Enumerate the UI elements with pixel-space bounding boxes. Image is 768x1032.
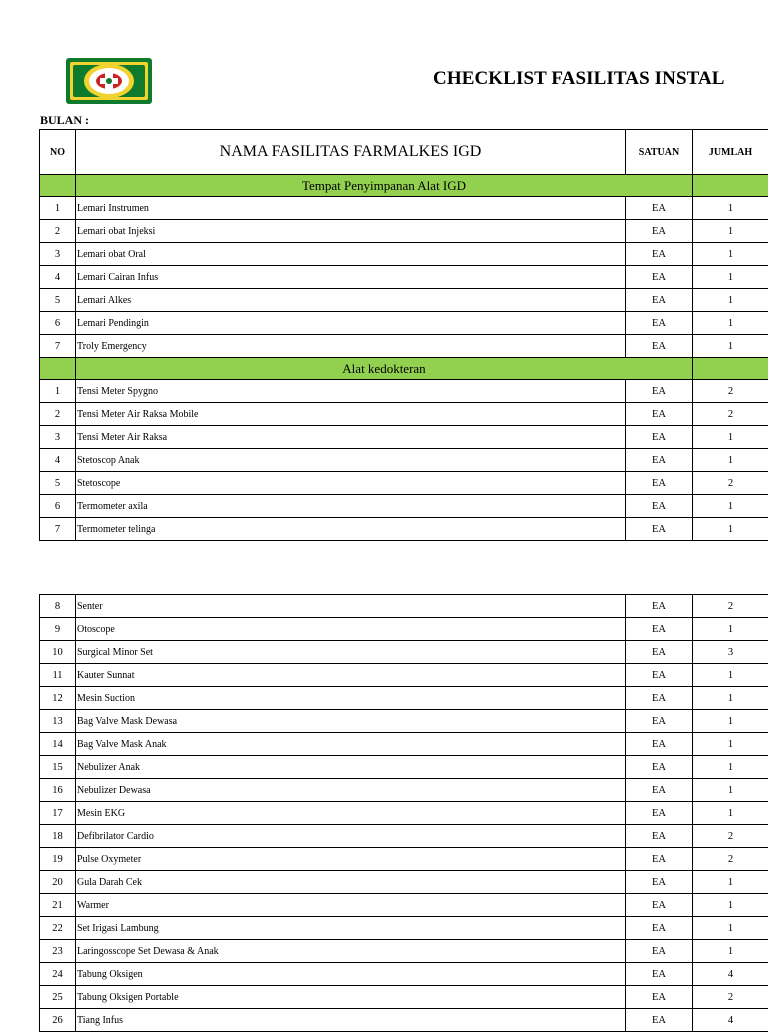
table-row (40, 986, 768, 1009)
row-number: 2 (40, 403, 76, 426)
row-unit: EA (626, 894, 693, 917)
row-unit: EA (626, 917, 693, 940)
row-item-name: Gula Darah Cek (76, 871, 626, 894)
table-row (40, 641, 768, 664)
table-row (40, 518, 768, 541)
row-item-name: Lemari obat Injeksi (76, 220, 626, 243)
table-row (40, 963, 768, 986)
row-unit: EA (626, 802, 693, 825)
row-quantity: 1 (693, 518, 768, 541)
row-unit: EA (626, 403, 693, 426)
table-row (40, 380, 768, 403)
row-item-name: Warmer (76, 894, 626, 917)
table-row (40, 687, 768, 710)
row-item-name: Stetoscop Anak (76, 449, 626, 472)
row-number: 1 (40, 380, 76, 403)
table-row (40, 871, 768, 894)
row-item-name: Otoscope (76, 618, 626, 641)
row-item-name: Kauter Sunnat (76, 664, 626, 687)
row-quantity: 2 (693, 986, 768, 1009)
row-number: 2 (40, 220, 76, 243)
row-unit: EA (626, 871, 693, 894)
row-number: 1 (40, 197, 76, 220)
section-header-row (40, 358, 768, 380)
row-unit: EA (626, 266, 693, 289)
row-item-name: Tabung Oksigen Portable (76, 986, 626, 1009)
row-item-name: Stetoscope (76, 472, 626, 495)
row-item-name: Tabung Oksigen (76, 963, 626, 986)
row-quantity: 2 (693, 403, 768, 426)
row-item-name: Tiang Infus (76, 1009, 626, 1032)
table-row (40, 825, 768, 848)
document-title: CHECKLIST FASILITAS INSTAL (433, 68, 725, 90)
table-row (40, 595, 768, 618)
row-unit: EA (626, 495, 693, 518)
table-row (40, 1009, 768, 1032)
table-row (40, 243, 768, 266)
row-item-name: Senter (76, 595, 626, 618)
row-number: 3 (40, 426, 76, 449)
row-number: 24 (40, 963, 76, 986)
table-row (40, 779, 768, 802)
section-spacer (40, 175, 76, 197)
row-unit: EA (626, 220, 693, 243)
row-quantity: 1 (693, 449, 768, 472)
hospital-emblem-icon (64, 56, 154, 106)
row-quantity: 2 (693, 380, 768, 403)
table-row (40, 618, 768, 641)
table-row (40, 917, 768, 940)
row-number: 4 (40, 266, 76, 289)
section-title: Tempat Penyimpanan Alat IGD (76, 175, 693, 197)
row-number: 12 (40, 687, 76, 710)
row-unit: EA (626, 312, 693, 335)
row-quantity: 1 (693, 917, 768, 940)
row-unit: EA (626, 641, 693, 664)
row-quantity: 1 (693, 312, 768, 335)
row-item-name: Mesin EKG (76, 802, 626, 825)
row-number: 20 (40, 871, 76, 894)
row-item-name: Lemari Pendingin (76, 312, 626, 335)
row-quantity: 1 (693, 289, 768, 312)
row-item-name: Lemari Instrumen (76, 197, 626, 220)
row-unit: EA (626, 618, 693, 641)
row-quantity: 1 (693, 756, 768, 779)
row-number: 3 (40, 243, 76, 266)
row-quantity: 2 (693, 595, 768, 618)
table-row (40, 940, 768, 963)
row-quantity: 1 (693, 664, 768, 687)
section-header-row (40, 175, 768, 197)
row-number: 5 (40, 289, 76, 312)
row-item-name: Bag Valve Mask Dewasa (76, 710, 626, 733)
row-item-name: Tensi Meter Spygno (76, 380, 626, 403)
table-row (40, 733, 768, 756)
row-number: 10 (40, 641, 76, 664)
row-number: 11 (40, 664, 76, 687)
row-item-name: Nebulizer Anak (76, 756, 626, 779)
row-number: 6 (40, 495, 76, 518)
table-row (40, 335, 768, 358)
table-row (40, 802, 768, 825)
row-unit: EA (626, 940, 693, 963)
row-quantity: 1 (693, 266, 768, 289)
month-label: BULAN : (40, 113, 89, 128)
row-unit: EA (626, 335, 693, 358)
table-row (40, 197, 768, 220)
row-number: 13 (40, 710, 76, 733)
table-row (40, 894, 768, 917)
row-quantity: 1 (693, 426, 768, 449)
row-unit: EA (626, 472, 693, 495)
row-item-name: Troly Emergency (76, 335, 626, 358)
row-unit: EA (626, 289, 693, 312)
row-quantity: 1 (693, 802, 768, 825)
row-number: 17 (40, 802, 76, 825)
row-unit: EA (626, 779, 693, 802)
table-row (40, 449, 768, 472)
row-number: 15 (40, 756, 76, 779)
column-header-name: NAMA FASILITAS FARMALKES IGD (76, 130, 626, 175)
table-header-row (40, 130, 768, 175)
row-item-name: Termometer axila (76, 495, 626, 518)
column-header-unit: SATUAN (626, 130, 693, 175)
row-number: 5 (40, 472, 76, 495)
table-row (40, 756, 768, 779)
row-item-name: Surgical Minor Set (76, 641, 626, 664)
section-spacer (40, 358, 76, 380)
row-unit: EA (626, 197, 693, 220)
row-quantity: 1 (693, 197, 768, 220)
row-quantity: 1 (693, 779, 768, 802)
row-quantity: 1 (693, 733, 768, 756)
column-header-no: NO (40, 130, 76, 175)
row-number: 22 (40, 917, 76, 940)
section-title: Alat kedokteran (76, 358, 693, 380)
row-item-name: Tensi Meter Air Raksa Mobile (76, 403, 626, 426)
row-quantity: 4 (693, 963, 768, 986)
row-item-name: Lemari Cairan Infus (76, 266, 626, 289)
row-number: 6 (40, 312, 76, 335)
row-quantity: 1 (693, 687, 768, 710)
table-row (40, 710, 768, 733)
row-unit: EA (626, 756, 693, 779)
section-spacer (693, 175, 768, 197)
row-number: 4 (40, 449, 76, 472)
row-number: 16 (40, 779, 76, 802)
row-quantity: 1 (693, 871, 768, 894)
row-quantity: 1 (693, 495, 768, 518)
row-item-name: Lemari obat Oral (76, 243, 626, 266)
row-item-name: Lemari Alkes (76, 289, 626, 312)
row-number: 7 (40, 518, 76, 541)
row-number: 18 (40, 825, 76, 848)
row-number: 8 (40, 595, 76, 618)
row-unit: EA (626, 848, 693, 871)
row-unit: EA (626, 687, 693, 710)
row-item-name: Bag Valve Mask Anak (76, 733, 626, 756)
row-quantity: 3 (693, 641, 768, 664)
hospital-logo (64, 56, 154, 106)
row-quantity: 4 (693, 1009, 768, 1032)
section-spacer (693, 358, 768, 380)
facility-table-page-2 (39, 594, 768, 1032)
row-quantity: 1 (693, 940, 768, 963)
row-quantity: 1 (693, 243, 768, 266)
table-row (40, 472, 768, 495)
row-number: 19 (40, 848, 76, 871)
row-item-name: Termometer telinga (76, 518, 626, 541)
row-unit: EA (626, 664, 693, 687)
row-quantity: 1 (693, 220, 768, 243)
row-unit: EA (626, 1009, 693, 1032)
column-header-qty: JUMLAH (693, 130, 768, 175)
row-number: 14 (40, 733, 76, 756)
row-unit: EA (626, 733, 693, 756)
table-row (40, 266, 768, 289)
table-row (40, 426, 768, 449)
row-item-name: Mesin Suction (76, 687, 626, 710)
row-item-name: Pulse Oxymeter (76, 848, 626, 871)
row-unit: EA (626, 426, 693, 449)
table-row (40, 289, 768, 312)
row-number: 21 (40, 894, 76, 917)
row-number: 26 (40, 1009, 76, 1032)
row-item-name: Tensi Meter Air Raksa (76, 426, 626, 449)
table-row (40, 848, 768, 871)
row-number: 7 (40, 335, 76, 358)
row-unit: EA (626, 518, 693, 541)
row-quantity: 1 (693, 335, 768, 358)
facility-table-page-1 (39, 129, 768, 541)
row-number: 9 (40, 618, 76, 641)
row-unit: EA (626, 710, 693, 733)
row-quantity: 1 (693, 894, 768, 917)
row-unit: EA (626, 825, 693, 848)
row-unit: EA (626, 986, 693, 1009)
row-item-name: Nebulizer Dewasa (76, 779, 626, 802)
table-row (40, 664, 768, 687)
row-quantity: 2 (693, 472, 768, 495)
row-item-name: Set Irigasi Lambung (76, 917, 626, 940)
row-quantity: 2 (693, 825, 768, 848)
row-unit: EA (626, 963, 693, 986)
row-unit: EA (626, 449, 693, 472)
table-row (40, 220, 768, 243)
row-quantity: 1 (693, 710, 768, 733)
row-quantity: 2 (693, 848, 768, 871)
table-row (40, 403, 768, 426)
table-row (40, 495, 768, 518)
row-quantity: 1 (693, 618, 768, 641)
row-number: 25 (40, 986, 76, 1009)
table-row (40, 312, 768, 335)
row-number: 23 (40, 940, 76, 963)
row-unit: EA (626, 243, 693, 266)
row-item-name: Laringosscope Set Dewasa & Anak (76, 940, 626, 963)
row-unit: EA (626, 595, 693, 618)
row-item-name: Defibrilator Cardio (76, 825, 626, 848)
row-unit: EA (626, 380, 693, 403)
